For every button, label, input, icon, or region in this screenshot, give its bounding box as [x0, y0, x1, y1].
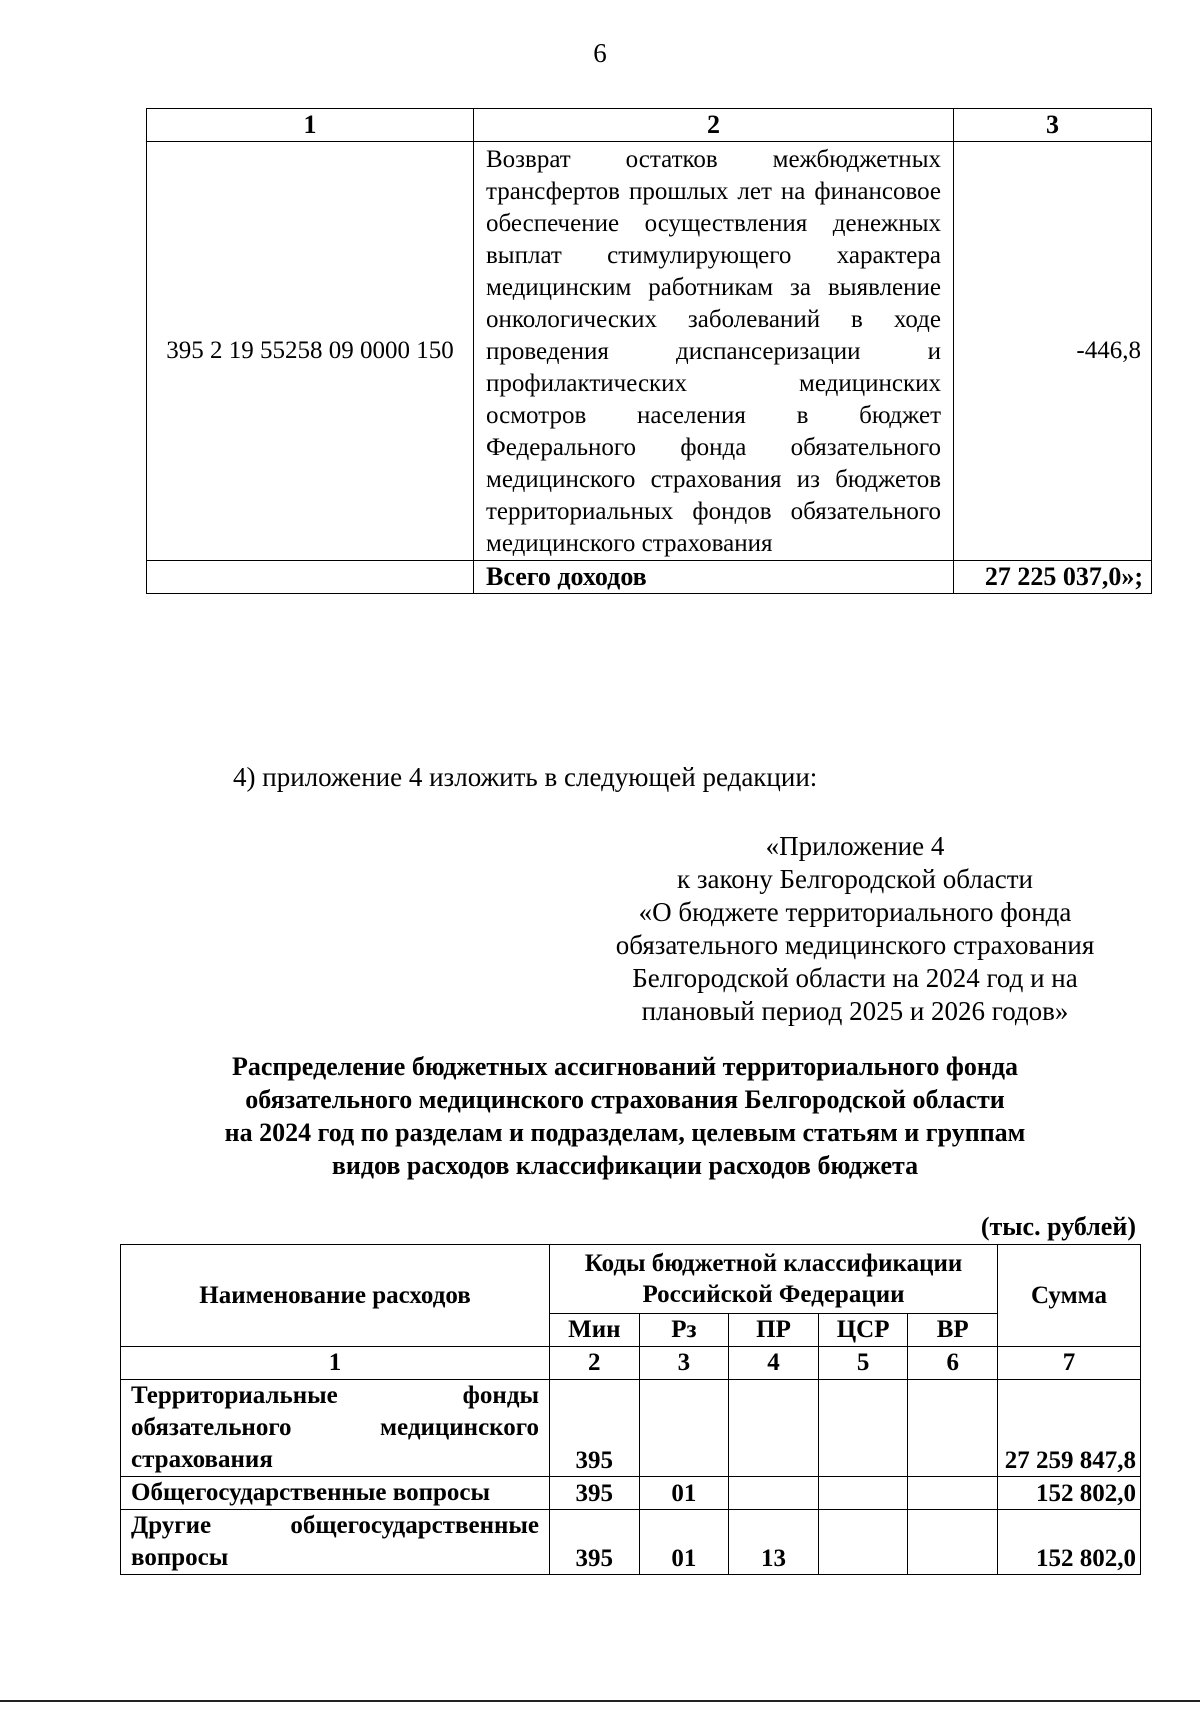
- row-name-line: Общегосударственные вопросы: [131, 1479, 491, 1506]
- title-line: видов расходов классификации расходов бюджета: [331, 1151, 919, 1180]
- appendix-line: к закону Белгородской области: [677, 864, 1033, 894]
- header-codes-line: Коды бюджетной классификации: [584, 1250, 963, 1277]
- title-line: Распределение бюджетных ассигнований территориального фонда: [231, 1052, 1019, 1081]
- row-min: 395: [550, 1380, 640, 1477]
- subheader-csr: ЦСР: [818, 1314, 908, 1347]
- row-rz: 01: [639, 1477, 729, 1510]
- header-codes-line: Российской Федерации: [642, 1281, 905, 1308]
- column-number: 2: [550, 1347, 640, 1380]
- row-pr: [729, 1477, 819, 1510]
- revenue-header-col-1: 1: [147, 109, 474, 142]
- revenue-header-col-2: 2: [474, 109, 954, 142]
- row-rz: [639, 1380, 729, 1477]
- header-expense-name: Наименование расходов: [121, 1245, 550, 1347]
- units-label: (тыс. рублей): [980, 1212, 1136, 1241]
- subheader-vr: ВР: [908, 1314, 998, 1347]
- revenue-code-cell: 395 2 19 55258 09 0000 150: [147, 142, 474, 561]
- column-number: 7: [998, 1347, 1141, 1380]
- column-number: 5: [818, 1347, 908, 1380]
- row-name-line: Территориальные фонды: [131, 1382, 539, 1409]
- row-sum: 152 802,0: [998, 1510, 1141, 1575]
- document-title: [150, 1050, 1100, 1182]
- row-name: [121, 1477, 550, 1510]
- column-number-row: [121, 1347, 1141, 1380]
- amendment-paragraph: 4) приложение 4 изложить в следующей редакции:: [233, 762, 818, 792]
- table-row: [121, 1510, 1141, 1575]
- title-line: обязательного медицинского страхования Белгородской области: [245, 1085, 1005, 1114]
- row-pr: 13: [729, 1510, 819, 1575]
- row-min: 395: [550, 1510, 640, 1575]
- row-csr: [818, 1477, 908, 1510]
- revenue-total-value: 27 225 037,0»;: [954, 561, 1152, 594]
- subheader-min: Мин: [550, 1314, 640, 1347]
- appendix-line: «Приложение 4: [765, 831, 945, 861]
- row-name-line: обязательного медицинского: [131, 1414, 539, 1441]
- appendix-line: обязательного медицинского страхования: [615, 930, 1095, 960]
- page-number: 6: [593, 38, 607, 68]
- appendix-line: Белгородской области на 2024 год и на: [632, 963, 1078, 993]
- title-line: на 2024 год по разделам и подразделам, целевым статьям и группам: [224, 1118, 1026, 1147]
- row-name: [121, 1380, 550, 1477]
- row-vr: [908, 1380, 998, 1477]
- appendix-line: «О бюджете территориального фонда: [638, 897, 1072, 927]
- revenue-total-empty-cell: [147, 561, 474, 594]
- row-sum: 152 802,0: [998, 1477, 1141, 1510]
- header-budget-codes: [550, 1245, 998, 1314]
- expenditure-header-row: [121, 1245, 1141, 1314]
- row-min: 395: [550, 1477, 640, 1510]
- revenue-header-col-3: 3: [954, 109, 1152, 142]
- page-bottom-rule: [0, 1700, 1200, 1702]
- column-number: 4: [729, 1347, 819, 1380]
- revenue-table-header-row: [147, 109, 1152, 142]
- row-pr: [729, 1380, 819, 1477]
- appendix-heading: [590, 830, 1120, 1028]
- column-number: 3: [639, 1347, 729, 1380]
- row-rz: 01: [639, 1510, 729, 1575]
- subheader-rz: Рз: [639, 1314, 729, 1347]
- row-sum: 27 259 847,8: [998, 1380, 1141, 1477]
- revenue-name-cell: Возврат остатков межбюджетных трансфертов прошлых лет на финансовое обеспечение осуществления денежных выплат стимулирующего характера медицинским работникам за выявление онкологических заболеваний в ходе проведения диспансеризации и профилактических медицинских осмотров населения в бюджет Федерального фонда обязательного медицинского страхования из бюджетов территориальных фондов обязательного медицинского страхования: [474, 142, 954, 561]
- column-number: 1: [121, 1347, 550, 1380]
- row-vr: [908, 1510, 998, 1575]
- row-vr: [908, 1477, 998, 1510]
- row-csr: [818, 1510, 908, 1575]
- appendix-line: плановый период 2025 и 2026 годов»: [641, 996, 1069, 1026]
- header-sum: Сумма: [998, 1245, 1141, 1347]
- revenue-table: [146, 108, 1152, 594]
- subheader-pr: ПР: [729, 1314, 819, 1347]
- revenue-table-row: [147, 142, 1152, 561]
- row-csr: [818, 1380, 908, 1477]
- row-name-line: Другие общегосударственные: [131, 1512, 539, 1539]
- revenue-total-label: Всего доходов: [474, 561, 954, 594]
- row-name: [121, 1510, 550, 1575]
- table-row: [121, 1477, 1141, 1510]
- row-name-line: страхования: [131, 1446, 273, 1473]
- revenue-total-row: [147, 561, 1152, 594]
- expenditure-table: [120, 1244, 1141, 1575]
- table-row: [121, 1380, 1141, 1477]
- revenue-value-cell: -446,8: [954, 142, 1152, 561]
- row-name-line: вопросы: [131, 1544, 229, 1571]
- column-number: 6: [908, 1347, 998, 1380]
